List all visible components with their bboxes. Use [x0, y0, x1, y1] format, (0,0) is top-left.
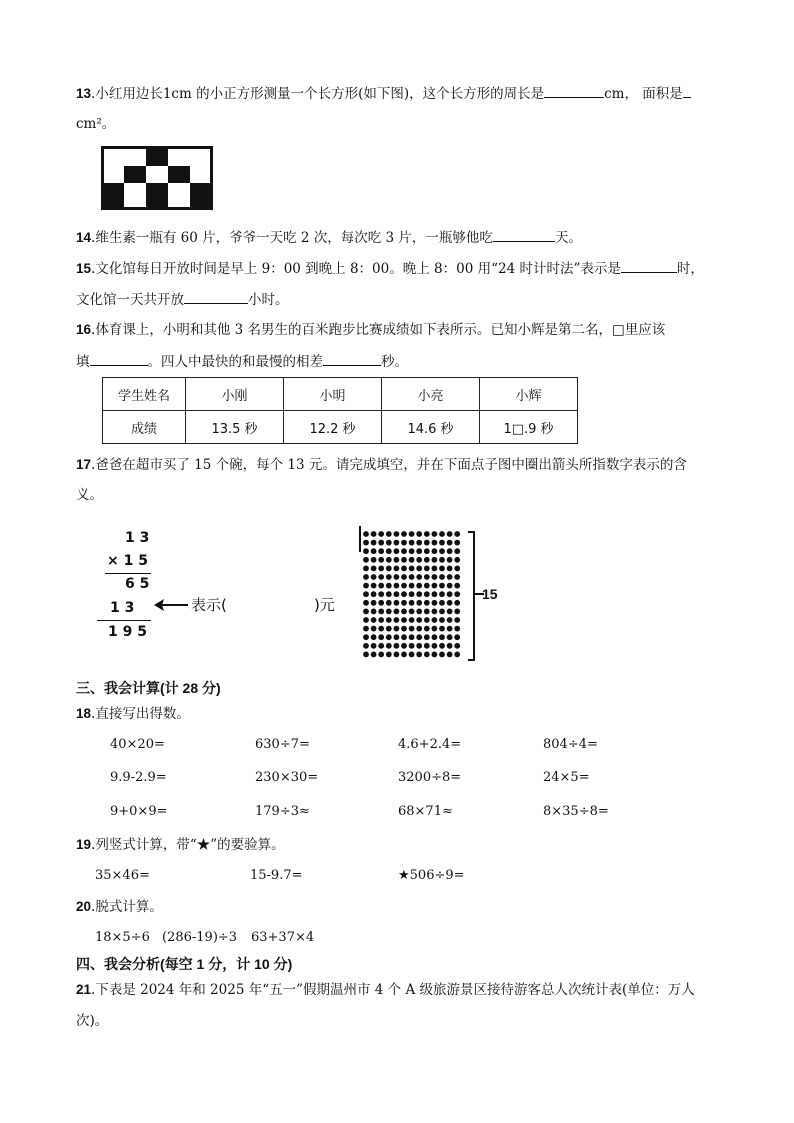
q15-text-d: 小时。 — [248, 292, 289, 308]
dot — [416, 548, 422, 554]
dot — [371, 609, 377, 615]
calc-item: 804÷4= — [543, 737, 598, 752]
dot — [447, 600, 453, 606]
q16-text-c: 。四人中最快的和最慢的相差 — [147, 354, 323, 370]
dot — [409, 557, 415, 563]
dot — [454, 617, 460, 623]
dot — [439, 591, 445, 597]
dot — [409, 540, 415, 546]
dot — [424, 626, 430, 632]
q21-number: 21 — [76, 982, 92, 997]
dot — [454, 548, 460, 554]
calc-item: 9.9-2.9= — [110, 770, 167, 785]
dot — [401, 548, 407, 554]
dot — [439, 617, 445, 623]
calc-item: 63+37×4 — [251, 930, 315, 945]
dot — [401, 591, 407, 597]
dot — [454, 652, 460, 658]
dot — [439, 531, 445, 537]
dot — [447, 531, 453, 537]
table-cell: 成绩 — [103, 411, 186, 444]
dot — [363, 531, 369, 537]
dot — [378, 557, 384, 563]
dot — [424, 617, 430, 623]
dot — [371, 600, 377, 606]
dot — [394, 531, 400, 537]
calc-item: 3200÷8= — [398, 770, 462, 785]
dot — [386, 583, 392, 589]
dot — [409, 583, 415, 589]
calc-item: 630÷7= — [255, 737, 310, 752]
q16-text-a: .体育课上，小明和其他 3 名男生的百米跑步比赛成绩如下表所示。已知小辉是第二名，□里应该 — [91, 322, 666, 338]
figure-square — [124, 166, 146, 183]
dot — [416, 652, 422, 658]
section-3-title: 三、我会计算(计 28 分) — [76, 680, 221, 696]
q17-arrow-label-a: 表示( — [191, 596, 227, 614]
dot — [386, 540, 392, 546]
dot — [378, 609, 384, 615]
dot — [424, 609, 430, 615]
dot — [363, 643, 369, 649]
dot — [409, 548, 415, 554]
dot — [371, 574, 377, 580]
dot — [363, 591, 369, 597]
dot — [363, 557, 369, 563]
dot — [454, 626, 460, 632]
dot — [454, 531, 460, 537]
q14-text-a: .维生素一瓶有 60 片，爷爷一天吃 2 次，每次吃 3 片，一瓶够他吃 — [91, 230, 493, 246]
dot — [439, 626, 445, 632]
dot — [378, 617, 384, 623]
dot — [447, 626, 453, 632]
dot — [386, 574, 392, 580]
dot — [454, 574, 460, 580]
calc-item: 18×5÷6 — [95, 930, 150, 945]
dot — [401, 583, 407, 589]
dot — [378, 574, 384, 580]
dot — [432, 540, 438, 546]
dot — [394, 652, 400, 658]
dot — [416, 600, 422, 606]
q18-number: 18 — [76, 706, 92, 721]
q15-line1 — [76, 258, 704, 279]
q17-text-a: .爸爸在超市买了 15 个碗，每个 13 元。请完成填空，并在下面点子图中圈出箭头所指数字表示的含 — [91, 457, 687, 473]
q18-line — [76, 704, 190, 724]
table-header-cell: 小明 — [284, 378, 382, 411]
q14-number: 14 — [76, 230, 92, 245]
dot — [401, 557, 407, 563]
dot — [386, 609, 392, 615]
dot — [447, 540, 453, 546]
dot — [416, 566, 422, 572]
q17-dot-grid — [358, 524, 476, 664]
dot — [401, 531, 407, 537]
table-cell: 13.5 秒 — [186, 411, 284, 444]
dot — [424, 566, 430, 572]
dot — [394, 591, 400, 597]
dot — [424, 643, 430, 649]
dot — [424, 574, 430, 580]
q15-number: 15 — [76, 261, 92, 276]
vertical-line-2: × 1 5 — [107, 553, 148, 569]
dot — [409, 591, 415, 597]
dot — [432, 574, 438, 580]
q13-line2 — [76, 114, 115, 134]
dot — [447, 652, 453, 658]
dot — [424, 583, 430, 589]
dot — [432, 617, 438, 623]
q20-line — [76, 897, 163, 917]
dot — [371, 557, 377, 563]
dot — [394, 557, 400, 563]
calc-item: 35×46= — [95, 868, 150, 883]
calc-item: 8×35÷8= — [543, 804, 609, 819]
dot — [371, 531, 377, 537]
section-4-title: 四、我会分析(每空 1 分，计 10 分) — [76, 956, 293, 972]
dot — [447, 591, 453, 597]
table-header-cell: 小亮 — [382, 378, 480, 411]
dot — [432, 626, 438, 632]
dot — [432, 591, 438, 597]
dot — [432, 652, 438, 658]
dot — [416, 583, 422, 589]
dot — [363, 583, 369, 589]
dot — [447, 566, 453, 572]
dot — [424, 591, 430, 597]
dot — [363, 548, 369, 554]
q15-line2 — [76, 289, 289, 310]
dot — [378, 591, 384, 597]
vertical-rule-1 — [105, 573, 151, 574]
dot — [424, 652, 430, 658]
dot — [386, 634, 392, 640]
q15-blank-1[interactable] — [621, 258, 677, 273]
dot — [371, 652, 377, 658]
dot — [409, 652, 415, 658]
dot — [439, 574, 445, 580]
dot — [424, 540, 430, 546]
dot — [363, 617, 369, 623]
dot — [447, 617, 453, 623]
dot — [378, 634, 384, 640]
dot — [409, 566, 415, 572]
dot — [363, 566, 369, 572]
q21-text-a: .下表是 2024 年和 2025 年“五一”假期温州市 4 个 A 级旅游景区接待游客总人次统计表(单位：万人 — [91, 982, 695, 998]
dot — [363, 626, 369, 632]
q15-text-c: 文化馆一天共开放 — [76, 292, 184, 308]
dot — [416, 574, 422, 580]
q19-number: 19 — [76, 837, 92, 852]
dot — [371, 591, 377, 597]
dot — [401, 574, 407, 580]
dot — [447, 634, 453, 640]
dot — [363, 609, 369, 615]
q20-text: .脱式计算。 — [91, 899, 163, 915]
dot — [378, 583, 384, 589]
dot — [378, 600, 384, 606]
dot — [394, 548, 400, 554]
vertical-line-4: 1 3 — [110, 600, 135, 616]
dot — [416, 617, 422, 623]
q13-text-a: .小红用边长1cm 的小正方形测量一个长方形(如下图)，这个长方形的周长是 — [91, 86, 545, 102]
q21-line2 — [76, 1011, 108, 1031]
dot — [386, 643, 392, 649]
dot — [439, 548, 445, 554]
dot — [363, 634, 369, 640]
dot — [439, 540, 445, 546]
dot — [409, 617, 415, 623]
dot — [386, 652, 392, 658]
dot — [416, 634, 422, 640]
dot — [454, 557, 460, 563]
dot — [439, 566, 445, 572]
calc-item: 68×71≈ — [398, 804, 453, 819]
dot — [363, 600, 369, 606]
dot — [416, 557, 422, 563]
dot — [394, 540, 400, 546]
dot — [386, 626, 392, 632]
dot — [454, 643, 460, 649]
dot — [363, 574, 369, 580]
q17-line2 — [76, 485, 103, 505]
q15-text-b: 时， — [676, 261, 704, 277]
dot — [409, 643, 415, 649]
q14-line — [76, 227, 582, 248]
dot — [394, 643, 400, 649]
dot — [401, 540, 407, 546]
dot — [424, 548, 430, 554]
dot — [363, 652, 369, 658]
calc-item: (286-19)÷3 — [162, 930, 238, 945]
dot — [401, 634, 407, 640]
q16-score-table — [102, 377, 578, 444]
dot — [439, 609, 445, 615]
q14-text-b: 天。 — [554, 230, 582, 246]
table-header-cell: 学生姓名 — [103, 378, 186, 411]
q19-line — [76, 835, 285, 855]
dot — [386, 591, 392, 597]
q14-blank[interactable] — [493, 227, 555, 242]
vertical-line-1: 1 3 — [125, 530, 150, 546]
table-cell: 1□.9 秒 — [480, 411, 578, 444]
q19-text: .列竖式计算，带“★”的要验算。 — [91, 837, 285, 853]
q15-text-a: .文化馆每日开放时间是早上 9：00 到晚上 8：00。晚上 8：00 用“24 时计时法”表示是 — [91, 261, 621, 277]
dot — [394, 626, 400, 632]
dot — [447, 609, 453, 615]
dot — [439, 557, 445, 563]
dot — [454, 600, 460, 606]
dot — [409, 626, 415, 632]
dot — [394, 574, 400, 580]
dot — [378, 566, 384, 572]
dot — [454, 583, 460, 589]
calc-item: 15-9.7= — [250, 868, 303, 883]
dot — [394, 609, 400, 615]
q17-arrow-label-b: )元 — [314, 596, 335, 614]
dot — [432, 643, 438, 649]
dot — [439, 583, 445, 589]
dot — [378, 643, 384, 649]
dot — [401, 626, 407, 632]
q16-line2 — [76, 351, 408, 372]
dot — [371, 548, 377, 554]
dot — [416, 540, 422, 546]
dot — [432, 609, 438, 615]
arrow-icon — [154, 598, 188, 612]
dot — [386, 548, 392, 554]
q17-answer-blank[interactable] — [240, 598, 310, 612]
calc-item: 40×20= — [110, 737, 165, 752]
dot — [432, 634, 438, 640]
table-header-cell: 小刚 — [186, 378, 284, 411]
table-row — [103, 411, 578, 444]
dot — [401, 643, 407, 649]
dot — [378, 548, 384, 554]
dot — [416, 531, 422, 537]
q15-blank-2[interactable] — [184, 289, 248, 304]
dot — [409, 600, 415, 606]
table-cell: 12.2 秒 — [284, 411, 382, 444]
dot — [371, 566, 377, 572]
calc-item: 230×30= — [255, 770, 319, 785]
dot — [439, 600, 445, 606]
figure-square — [104, 183, 124, 207]
q21-text-b: 次)。 — [76, 1013, 109, 1029]
dot — [454, 566, 460, 572]
vertical-rule-2 — [97, 620, 151, 621]
vertical-line-5: 1 9 5 — [108, 624, 147, 640]
dot — [378, 652, 384, 658]
q13-number: 13 — [76, 86, 92, 101]
calc-item: 9+0×9= — [110, 804, 168, 819]
dot — [432, 566, 438, 572]
dot — [447, 557, 453, 563]
dot — [439, 634, 445, 640]
dot — [401, 652, 407, 658]
q17-text-b: 义。 — [76, 487, 103, 503]
calc-item: 179÷3≈ — [255, 804, 310, 819]
calc-item: 4.6+2.4= — [398, 737, 462, 752]
dot — [416, 626, 422, 632]
dot — [454, 540, 460, 546]
dot — [378, 540, 384, 546]
dot — [424, 600, 430, 606]
dot — [454, 634, 460, 640]
dot — [447, 643, 453, 649]
dot — [401, 609, 407, 615]
dot — [371, 634, 377, 640]
dot — [409, 574, 415, 580]
dot — [409, 634, 415, 640]
dot — [401, 566, 407, 572]
dot — [424, 557, 430, 563]
dot — [409, 609, 415, 615]
dot — [416, 643, 422, 649]
figure-square — [190, 183, 210, 207]
q17-number: 17 — [76, 457, 92, 472]
q16-text-b: 填 — [76, 354, 90, 370]
figure-square — [146, 149, 168, 166]
table-header-cell: 小辉 — [480, 378, 578, 411]
dot — [371, 643, 377, 649]
dot — [432, 548, 438, 554]
vertical-line-3: 6 5 — [125, 576, 150, 592]
q17-line1 — [76, 455, 687, 475]
table-header-row — [103, 378, 578, 411]
dot — [386, 531, 392, 537]
dot — [439, 652, 445, 658]
q13-text-b: cm， 面积是 — [604, 86, 683, 102]
dot — [394, 566, 400, 572]
dot — [378, 531, 384, 537]
dot — [432, 600, 438, 606]
dot — [409, 531, 415, 537]
q13-text-c: cm²。 — [76, 116, 116, 132]
dot — [439, 643, 445, 649]
q18-text: .直接写出得数。 — [91, 706, 190, 722]
dot — [401, 617, 407, 623]
q20-number: 20 — [76, 899, 92, 914]
figure-square — [168, 166, 190, 183]
dot — [424, 634, 430, 640]
q16-number: 16 — [76, 322, 92, 337]
dot — [394, 617, 400, 623]
q16-blank-1[interactable] — [90, 351, 148, 366]
figure-square — [146, 183, 168, 207]
q16-text-d: 秒。 — [381, 354, 408, 370]
q17-dot-label: 15 — [482, 586, 498, 602]
q21-line1 — [76, 980, 695, 1000]
dot — [363, 540, 369, 546]
dot — [454, 609, 460, 615]
dot — [386, 566, 392, 572]
dot — [432, 583, 438, 589]
dot — [432, 557, 438, 563]
table-cell: 14.6 秒 — [382, 411, 480, 444]
q13-line1 — [76, 83, 691, 104]
calc-item: ★506÷9= — [398, 868, 465, 883]
dot — [416, 609, 422, 615]
dot — [447, 583, 453, 589]
q13-rectangle-figure — [101, 146, 213, 210]
dot — [378, 626, 384, 632]
q16-line1 — [76, 320, 665, 340]
dot — [371, 617, 377, 623]
dot — [447, 548, 453, 554]
dot — [386, 617, 392, 623]
dot — [394, 600, 400, 606]
dot — [432, 531, 438, 537]
dot — [447, 574, 453, 580]
q13-perimeter-blank[interactable] — [544, 83, 604, 98]
calc-item: 24×5= — [543, 770, 590, 785]
dot — [386, 557, 392, 563]
dot — [424, 531, 430, 537]
dot — [394, 634, 400, 640]
dot — [416, 591, 422, 597]
dot — [454, 591, 460, 597]
dot — [394, 583, 400, 589]
dot — [386, 600, 392, 606]
q16-blank-2[interactable] — [323, 351, 381, 366]
dot — [371, 626, 377, 632]
q13-area-blank[interactable] — [683, 83, 691, 98]
dot — [371, 540, 377, 546]
dot — [401, 600, 407, 606]
dot — [371, 583, 377, 589]
